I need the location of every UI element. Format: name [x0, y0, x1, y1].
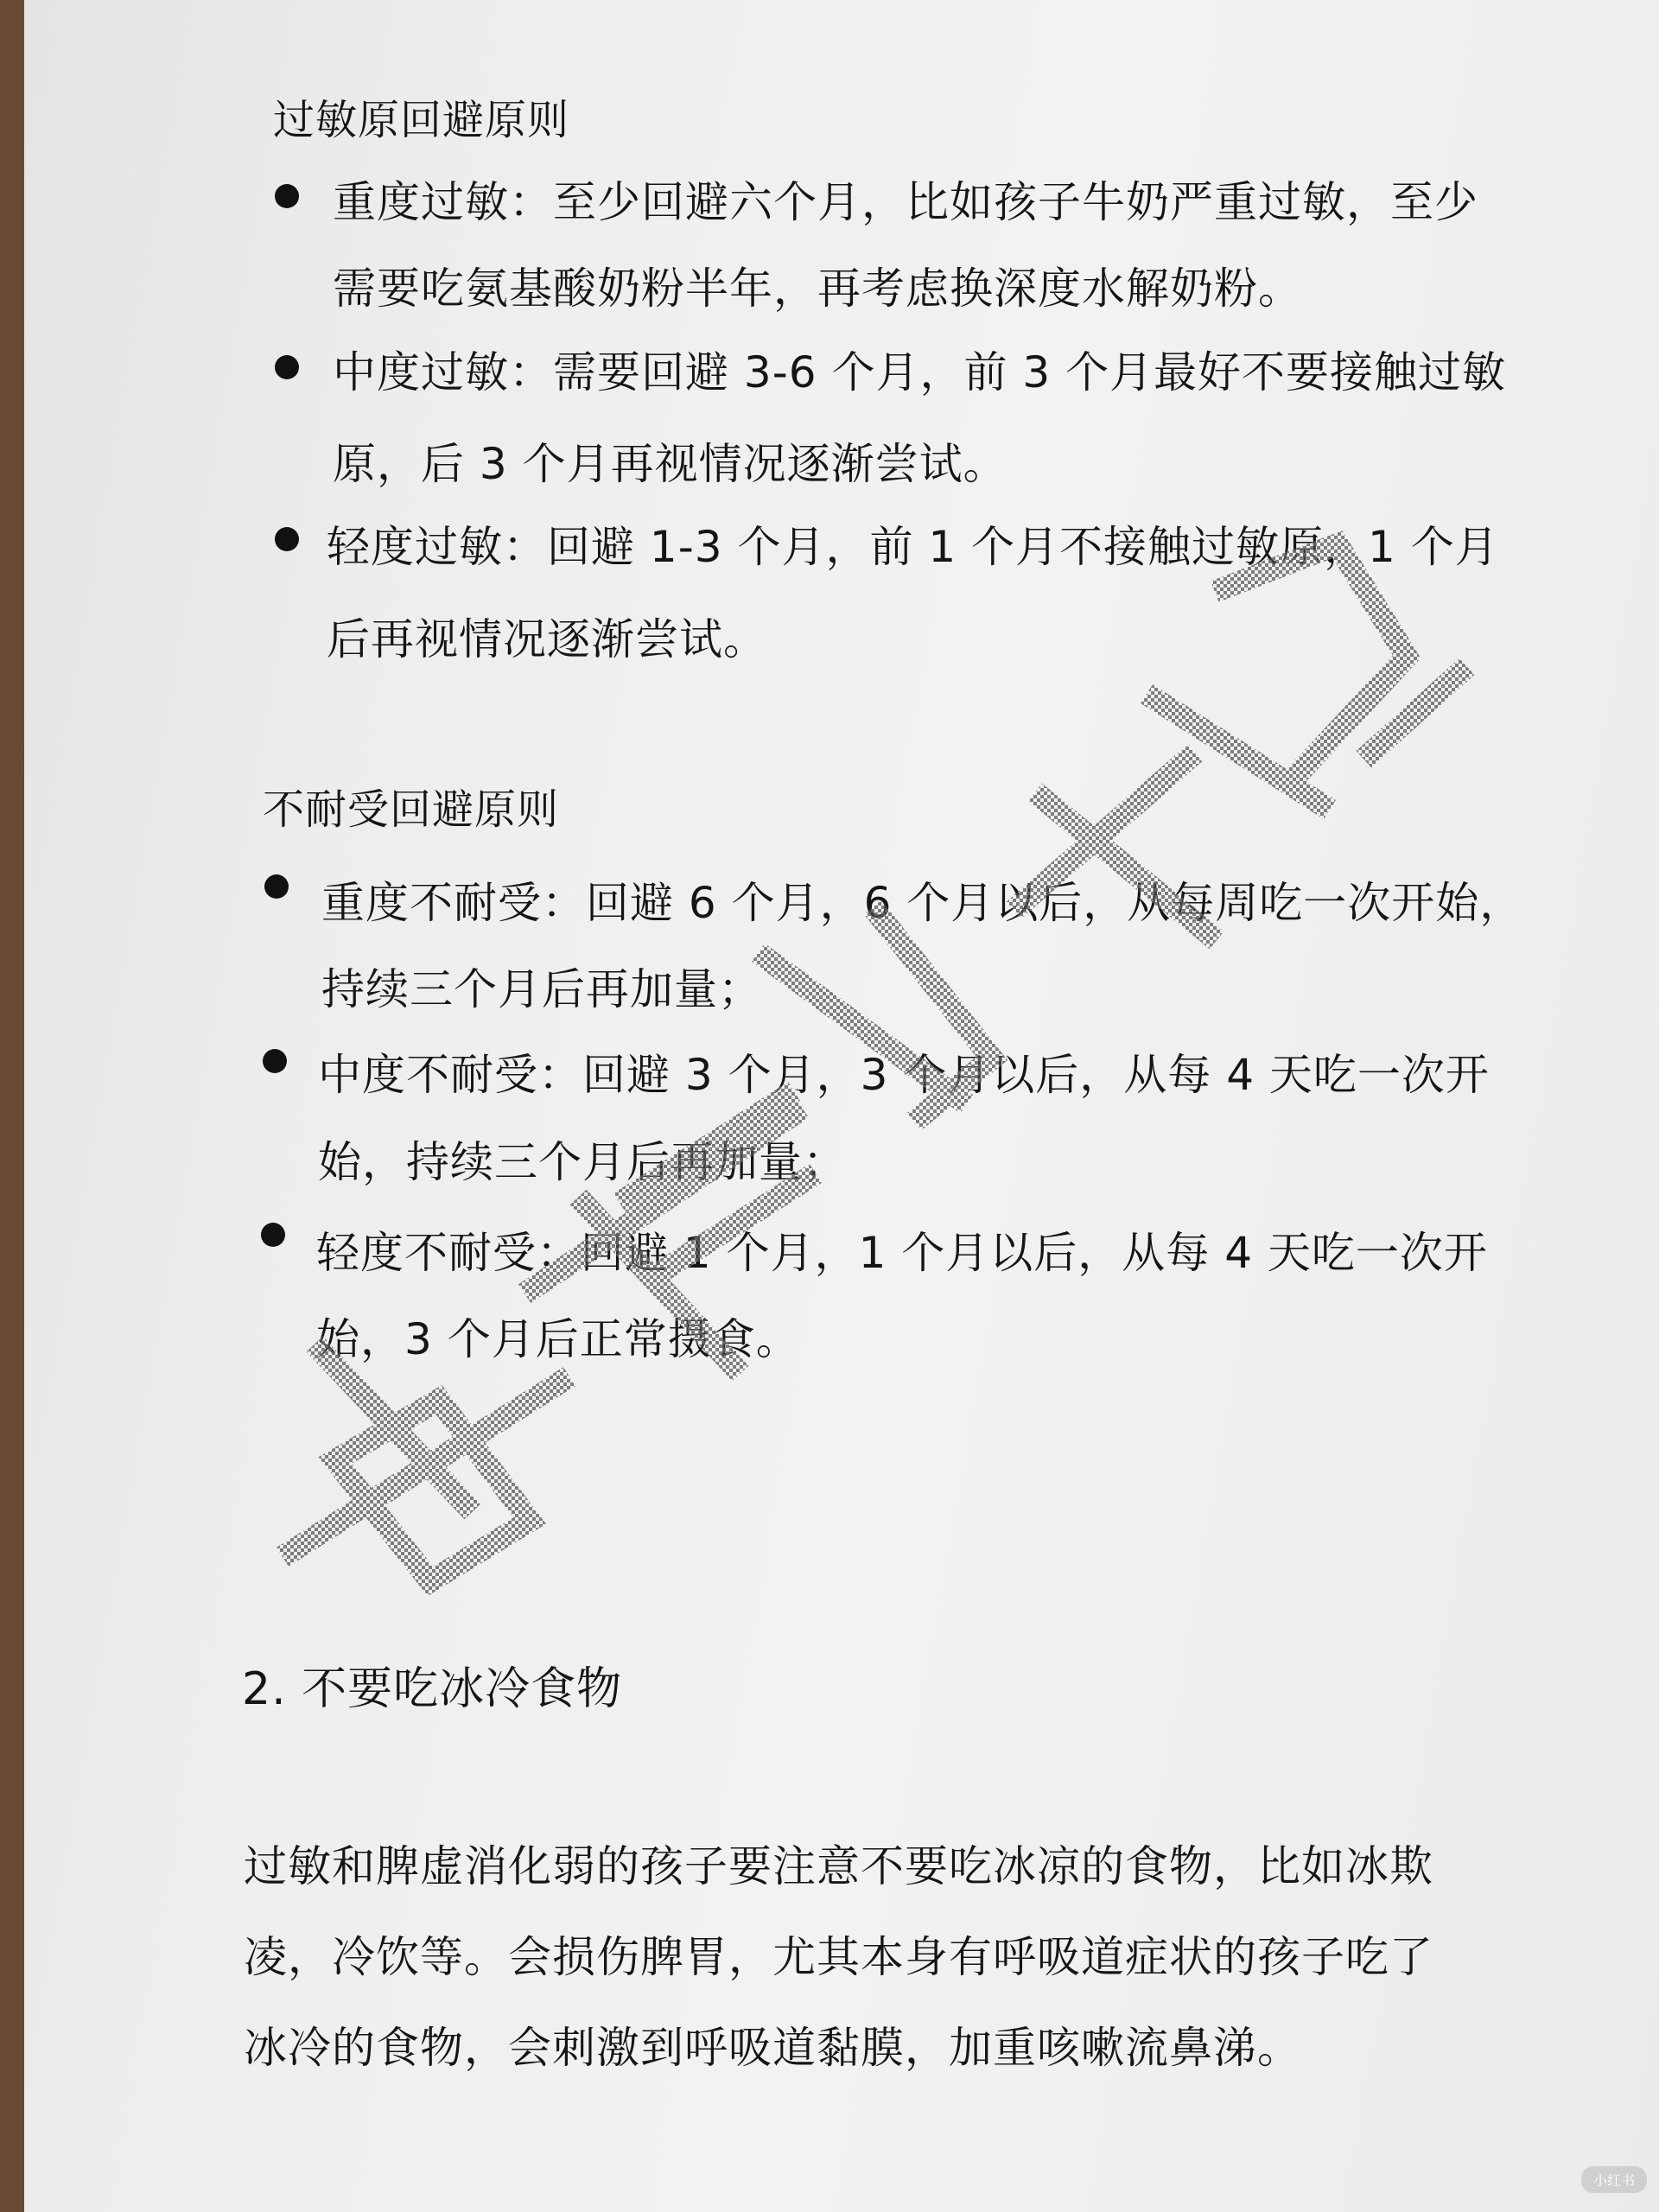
intolerance-item-1-line-1: 重度不耐受：回避 6 个月，6 个月以后，从每周吃一次开始， [321, 878, 1524, 928]
intolerance-item-3-line-2: 始，3 个月后正常摄食。 [316, 1314, 800, 1364]
bullet-icon [275, 184, 299, 208]
cold-food-heading: 2. 不要吃冰冷食物 [242, 1663, 623, 1715]
bullet-icon [275, 355, 299, 379]
allergy-item-2-line-1: 中度过敏：需要回避 3-6 个月，前 3 个月最好不要接触过敏 [333, 347, 1507, 397]
cold-food-paragraph-line-3: 冰冷的食物，会刺激到呼吸道黏膜，加重咳嗽流鼻涕。 [244, 2023, 1301, 2073]
allergy-item-2-line-2: 原，后 3 个月再视情况逐渐尝试。 [333, 439, 1007, 489]
intolerance-item-2-line-2: 始，持续三个月后再加量； [318, 1137, 847, 1187]
cold-food-paragraph-line-2: 凌，冷饮等。会损伤脾胃，尤其本身有呼吸道症状的孩子吃了 [244, 1932, 1433, 1982]
cold-food-paragraph-line-1: 过敏和脾虚消化弱的孩子要注意不要吃冰凉的食物，比如冰欺 [244, 1841, 1433, 1891]
allergy-item-3-line-2: 后再视情况逐渐尝试。 [327, 614, 767, 664]
paper-page [24, 0, 1659, 2212]
bullet-icon [263, 1049, 287, 1073]
intolerance-item-3-line-1: 轻度不耐受：回避 1 个月，1 个月以后，从每 4 天吃一次开 [316, 1228, 1488, 1278]
intolerance-item-1-line-2: 持续三个月后再加量； [321, 964, 762, 1014]
allergy-item-1-line-2: 需要吃氨基酸奶粉半年，再考虑换深度水解奶粉。 [333, 264, 1302, 314]
document-content [24, 0, 1659, 2212]
bullet-icon [275, 527, 299, 551]
corner-logo: 小红书 [1581, 2166, 1647, 2193]
bullet-icon [261, 1223, 285, 1247]
bullet-icon [264, 874, 289, 899]
allergy-avoidance-heading: 过敏原回避原则 [273, 96, 570, 144]
intolerance-avoidance-heading: 不耐受回避原则 [263, 785, 560, 834]
allergy-item-3-line-1: 轻度过敏：回避 1-3 个月，前 1 个月不接触过敏原，1 个月 [327, 522, 1499, 572]
allergy-item-1-line-1: 重度过敏：至少回避六个月，比如孩子牛奶严重过敏，至少 [333, 177, 1478, 227]
intolerance-item-2-line-1: 中度不耐受：回避 3 个月，3 个月以后，从每 4 天吃一次开 [318, 1050, 1490, 1100]
